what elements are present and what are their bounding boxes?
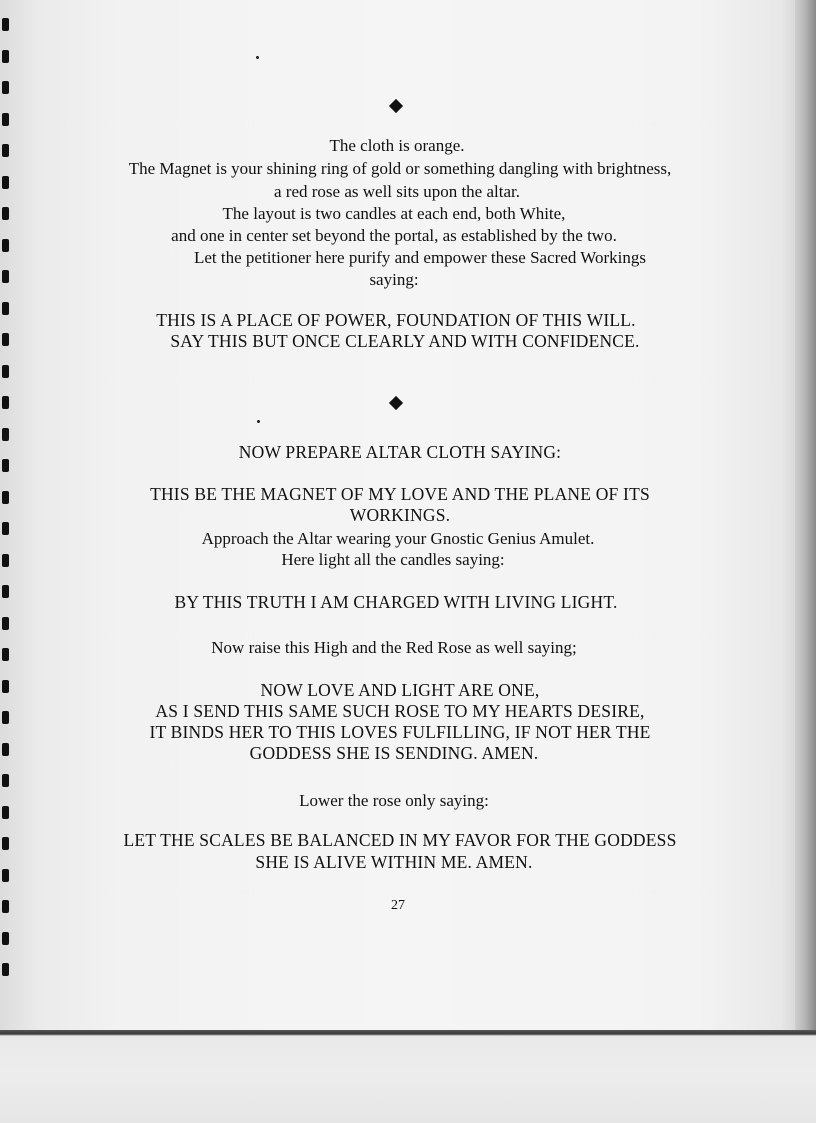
page-edge-bottom	[0, 1030, 816, 1123]
speck	[257, 420, 260, 423]
incantation-line: THIS IS A PLACE OF POWER, FOUNDATION OF THIS WILL.	[156, 310, 636, 330]
incantation-line: NOW LOVE AND LIGHT ARE ONE,	[260, 680, 540, 700]
text-line: The cloth is orange.	[329, 136, 465, 155]
binding-ring	[2, 396, 9, 409]
incantation-line: BY THIS TRUTH I AM CHARGED WITH LIVING LIGHT.	[174, 592, 618, 612]
incantation-line: AS I SEND THIS SAME SUCH ROSE TO MY HEARTS DESIRE,	[155, 701, 645, 721]
page-number: 27	[391, 898, 405, 913]
binding-ring	[2, 18, 9, 31]
incantation-line: WORKINGS.	[349, 505, 451, 525]
binding-ring	[2, 50, 9, 63]
incantation-line: SAY THIS BUT ONCE CLEARLY AND WITH CONFIDENCE.	[170, 331, 640, 351]
text-line: The Magnet is your shining ring of gold or something dangling with brightness,	[128, 159, 672, 178]
incantation-line: THIS BE THE MAGNET OF MY LOVE AND THE PLANE OF ITS	[150, 484, 650, 504]
instruction-line: Now raise this High and the Red Rose as well saying;	[211, 638, 577, 657]
speck	[256, 56, 259, 59]
binding-ring	[2, 428, 9, 441]
binding-ring	[2, 365, 9, 378]
diamond-ornament-top	[389, 99, 403, 113]
binding-ring	[2, 963, 9, 976]
instruction-line: Approach the Altar wearing your Gnostic Genius Amulet.	[201, 529, 595, 548]
text-line: a red rose as well sits upon the altar.	[274, 182, 520, 201]
binding-ring	[2, 617, 9, 630]
binding-ring	[2, 81, 9, 94]
instruction-line: Lower the rose only saying:	[299, 791, 489, 810]
incantation-line: GODDESS SHE IS SENDING. AMEN.	[249, 743, 539, 763]
incantation-line: SHE IS ALIVE WITHIN ME. AMEN.	[255, 852, 533, 872]
text-line: and one in center set beyond the portal, as established by the two.	[171, 226, 617, 245]
section-heading: NOW PREPARE ALTAR CLOTH SAYING:	[238, 442, 562, 462]
binding-ring	[2, 932, 9, 945]
binding-ring	[2, 113, 9, 126]
incantation-line: IT BINDS HER TO THIS LOVES FULFILLING, IF NOT HER THE	[149, 722, 651, 742]
text-line: The layout is two candles at each end, both White,	[222, 204, 566, 223]
incantation-line: LET THE SCALES BE BALANCED IN MY FAVOR FOR THE GODDESS	[123, 830, 677, 850]
binding-ring	[2, 774, 9, 787]
text-line: saying:	[369, 270, 419, 289]
text-line: Let the petitioner here purify and empower these Sacred Workings	[194, 248, 646, 267]
diamond-ornament-middle	[389, 396, 403, 410]
instruction-line: Here light all the candles saying:	[281, 550, 505, 569]
